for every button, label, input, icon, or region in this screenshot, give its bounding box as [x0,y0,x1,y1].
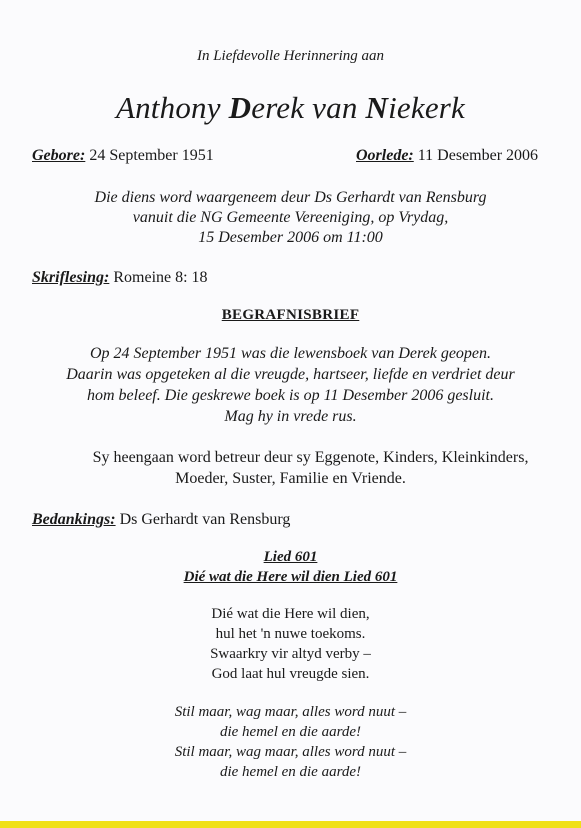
obituary-line-4: Mag hy in vrede rus. [224,408,357,425]
mourners-line-2: Moeder, Suster, Familie en Vriende. [175,470,406,487]
thanks-value: Ds Gerhardt van Rensburg [119,511,291,528]
service-line-3: 15 Desember 2006 om 11:00 [198,229,383,246]
chorus-line-1: Stil maar, wag maar, alles word nuut – [174,704,407,720]
verse-line-3: Swaarkry vir altyd verby – [210,646,371,662]
name-first: Anthony [115,90,221,125]
mourners-line-1: Sy heengaan word betreur deur sy Eggenote, Kinders, Kleinkinders, [92,449,529,466]
verse-line-1: Dié wat die Here wil dien, [211,606,370,622]
obituary-line-2: Daarin was opgeteken al die vreugde, hartseer, liefde en verdriet deur [66,366,515,383]
born-value: 24 September 1951 [89,147,214,164]
song-subtitle: Dié wat die Here wil dien Lied 601 [183,569,398,585]
bottom-color-band [0,821,581,828]
obituary-line-3: hom beleef. Die geskrewe boek is op 11 Desember 2006 gesluit. [86,387,494,404]
reading-value: Romeine 8: 18 [113,269,208,286]
died-row [356,147,538,165]
born-label: Gebore: [32,147,86,164]
name-middle-rest: erek van [251,90,358,125]
chorus-line-2: die hemel en die aarde! [219,724,362,740]
obituary-heading: BEGRAFNISBRIEF [221,307,360,323]
obituary-line-1: Op 24 September 1951 was die lewensboek van Derek geopen. [89,345,492,362]
name-last-rest: iekerk [388,90,466,125]
reading-row [32,269,208,287]
song-title: Lied 601 [263,549,318,565]
service-line-1: Die diens word waargeneem deur Ds Gerhardt van Rensburg [94,189,487,206]
chorus-line-3: Stil maar, wag maar, alles word nuut – [174,744,407,760]
service-line-2: vanuit die NG Gemeente Vereeniging, op Vrydag, [132,209,449,226]
thanks-label: Bedankings: [32,511,116,528]
chorus-line-4: die hemel en die aarde! [219,764,362,780]
intro-line: In Liefdevolle Herinnering aan [196,48,385,64]
verse-line-2: hul het 'n nuwe toekoms. [215,626,366,642]
died-value: 11 Desember 2006 [417,147,539,164]
born-row [32,147,214,165]
died-label: Oorlede: [356,147,414,164]
reading-label: Skriflesing: [32,269,110,286]
deceased-name [0,90,581,126]
name-middle-initial: D [228,90,252,125]
verse-line-4: God laat hul vreugde sien. [211,666,370,682]
name-last-initial: N [365,90,389,125]
thanks-row [32,511,290,529]
